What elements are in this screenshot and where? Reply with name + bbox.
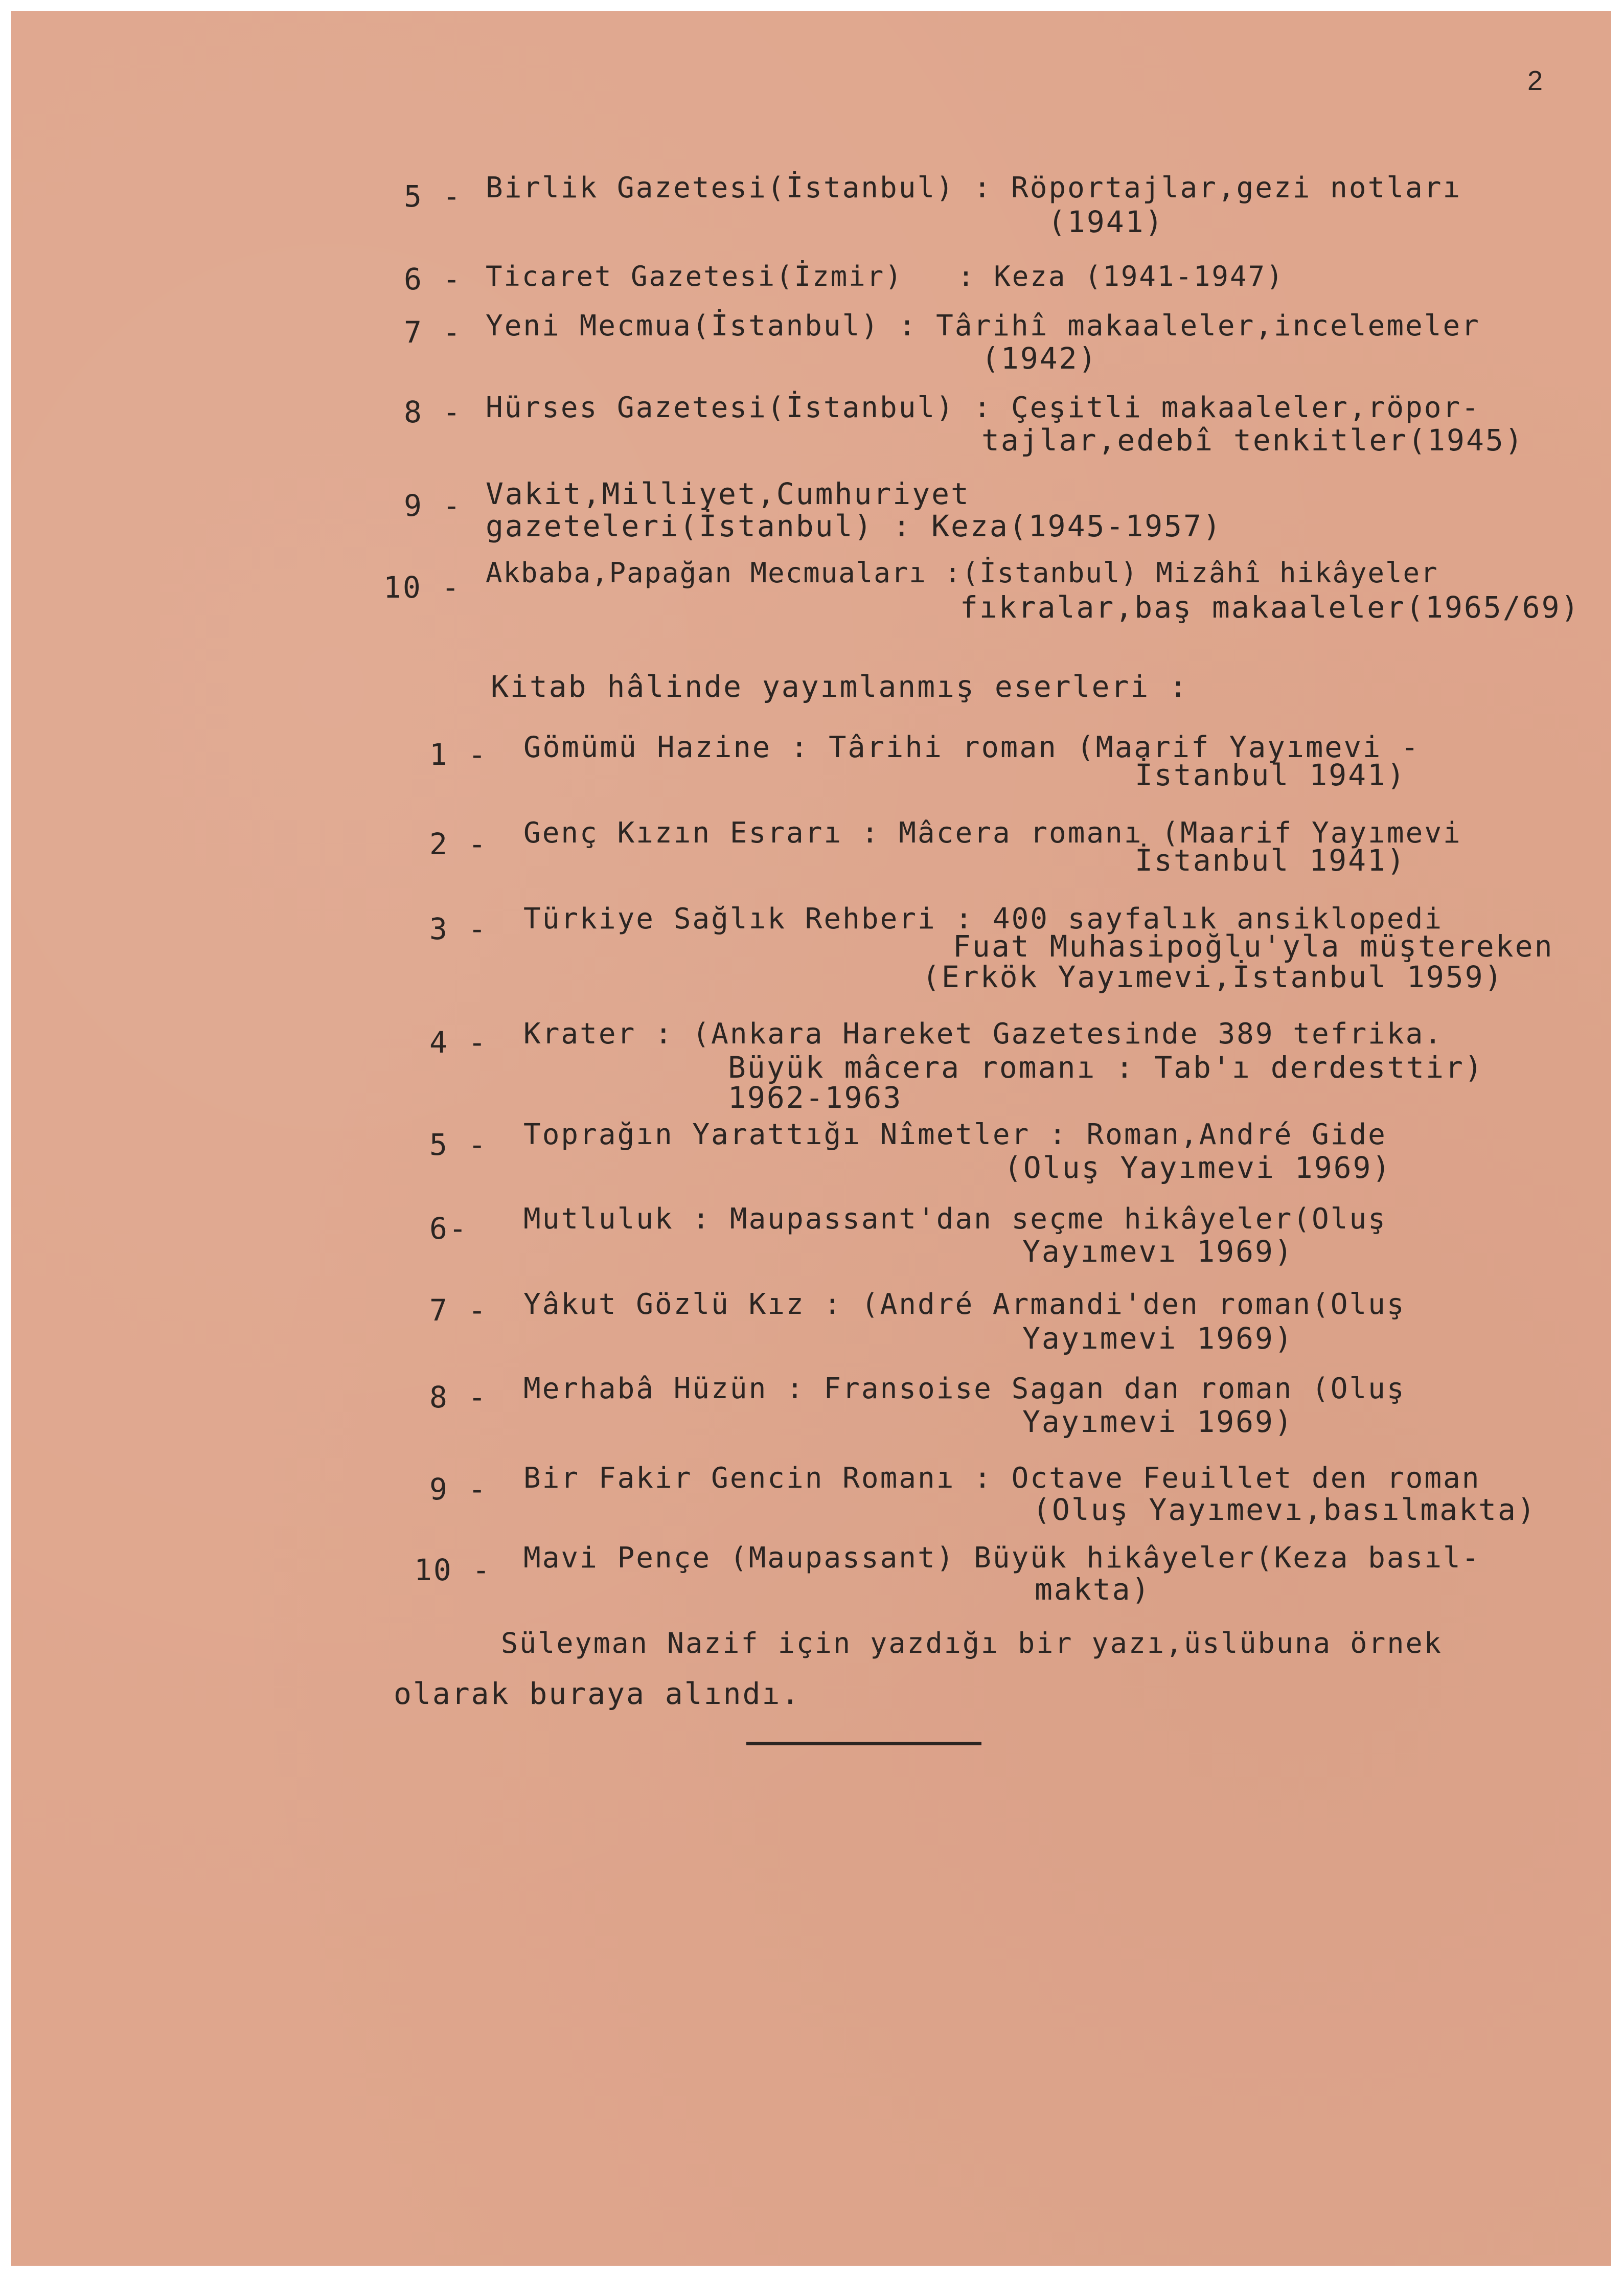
books-heading: Kitab hâlinde yayımlanmış eserleri : xyxy=(491,669,1189,704)
book-number: 9 - xyxy=(429,1472,488,1507)
contribution-line: Hürses Gazetesi(İstanbul) : Çeşitli makaaleler,röpor- xyxy=(486,391,1480,424)
contribution-number: 9 - xyxy=(404,488,462,523)
book-number: 6- xyxy=(429,1211,468,1246)
contribution-number: 10 - xyxy=(383,570,461,605)
contribution-line: Birlik Gazetesi(İstanbul) : Röportajlar,gezi notları xyxy=(486,171,1462,204)
contribution-line: fıkralar,baş makaaleler(1965/69) xyxy=(960,590,1581,625)
book-line: Büyük mâcera romanı : Tab'ı derdesttir) xyxy=(728,1050,1484,1085)
book-line: Toprağın Yarattığı Nîmetler : Roman,André Gide xyxy=(523,1118,1387,1151)
contribution-number: 8 - xyxy=(404,395,462,429)
book-number: 8 - xyxy=(429,1380,488,1415)
book-line: Gömümü Hazine : Târihi roman (Maarif Yayımevi - xyxy=(523,731,1420,764)
contribution-line: tajlar,edebî tenkitler(1945) xyxy=(981,423,1524,458)
book-line: Bir Fakir Gencin Romanı : Octave Feuillet den roman xyxy=(523,1462,1481,1495)
book-number: 2 - xyxy=(429,827,488,861)
book-line: Yâkut Gözlü Kız : (André Armandi'den roman(Oluş xyxy=(523,1288,1406,1321)
book-line: Fuat Muhasipoğlu'yla müştereken xyxy=(953,929,1554,964)
book-line: (Erkök Yayımevi,İstanbul 1959) xyxy=(922,960,1504,994)
book-line: Türkiye Sağlık Rehberi : 400 sayfalık ansiklopedi xyxy=(523,902,1444,936)
closing-line: Süleyman Nazif için yazdığı bir yazı,üslübuna örnek xyxy=(501,1627,1443,1659)
book-line: Merhabâ Hüzün : Fransoise Sagan dan roman (Oluş xyxy=(523,1372,1406,1405)
book-line: Yayımevi 1969) xyxy=(1022,1404,1294,1439)
closing-line: olarak buraya alındı. xyxy=(394,1676,801,1711)
contribution-line: Yeni Mecmua(İstanbul) : Târihî makaaleler,incelemeler xyxy=(486,309,1480,343)
closing-divider xyxy=(746,1742,981,1745)
book-line: Genç Kızın Esrarı : Mâcera romanı (Maarif Yayımevi xyxy=(523,816,1462,850)
contribution-number: 5 - xyxy=(404,179,462,214)
contribution-line: gazeteleri(İstanbul) : Keza(1945-1957) xyxy=(486,509,1222,543)
book-number: 4 - xyxy=(429,1025,488,1060)
contribution-line: Akbaba,Papağan Mecmuaları :(İstanbul) Mizâhî hikâyeler xyxy=(486,557,1438,589)
contribution-line: Vakit,Milliyet,Cumhuriyet xyxy=(486,476,970,511)
typewritten-page xyxy=(11,11,1611,2266)
book-number: 3 - xyxy=(429,912,488,946)
contribution-line: (1941) xyxy=(1048,204,1164,239)
book-line: Yayımevi 1969) xyxy=(1022,1321,1294,1356)
page-number: 2 xyxy=(1527,65,1543,96)
book-line: Mutluluk : Maupassant'dan seçme hikâyeler(Oluş xyxy=(523,1202,1387,1236)
book-line: (Oluş Yayımevi 1969) xyxy=(1004,1150,1392,1185)
book-line: makta) xyxy=(1035,1572,1151,1607)
book-line: İstanbul 1941) xyxy=(1135,758,1406,792)
book-line: Yayımevı 1969) xyxy=(1022,1234,1294,1269)
book-number: 1 - xyxy=(429,737,488,772)
book-line: (Oluş Yayımevı,basılmakta) xyxy=(1033,1492,1537,1527)
book-number: 5 - xyxy=(429,1127,488,1162)
book-line: İstanbul 1941) xyxy=(1135,843,1406,878)
contribution-number: 6 - xyxy=(404,262,462,297)
book-number: 10 - xyxy=(414,1553,492,1587)
contribution-line: (1942) xyxy=(981,341,1098,376)
book-line: Krater : (Ankara Hareket Gazetesinde 389 tefrika. xyxy=(523,1017,1444,1051)
book-number: 7 - xyxy=(429,1293,488,1328)
book-line: Mavi Pençe (Maupassant) Büyük hikâyeler(Keza basıl- xyxy=(523,1541,1481,1575)
book-line: 1962-1963 xyxy=(728,1080,903,1115)
contribution-line: Ticaret Gazetesi(İzmir) : Keza (1941-1947) xyxy=(486,260,1285,292)
contribution-number: 7 - xyxy=(404,315,462,350)
